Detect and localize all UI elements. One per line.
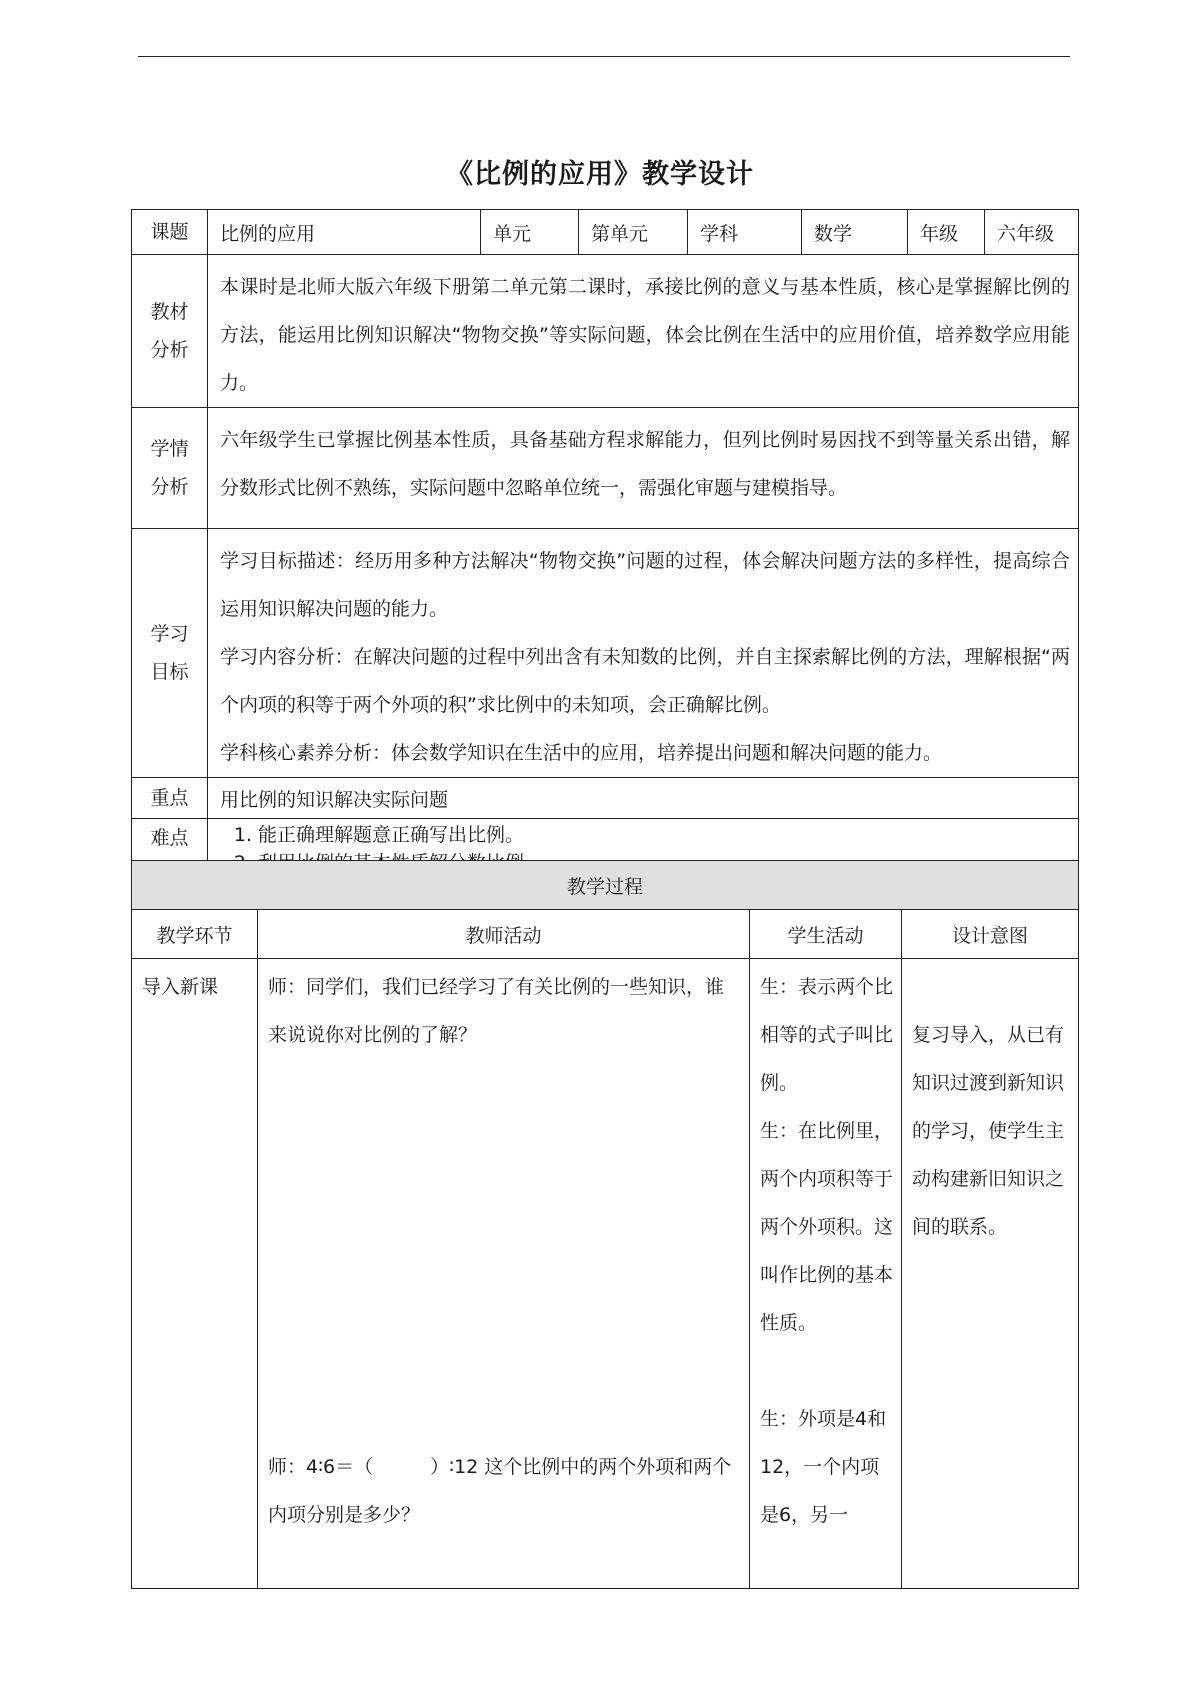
subject-value: 数学 (802, 210, 908, 255)
material-row (132, 255, 1079, 408)
column-intent: 设计意图 (902, 910, 1079, 959)
unit-value: 第单元 (579, 210, 688, 255)
student-label (132, 408, 208, 529)
material-paragraph: 本课时是北师大版六年级下册第二单元第二课时，承接比例的意义与基本性质，核心是掌握解比例的方法，能运用比例知识解决“物物交换”等实际问题，体会比例在生活中的应用价值，培养数学应用能力。 (220, 276, 1070, 394)
process-row (132, 959, 1079, 1589)
student-label-line1: 学情 (150, 438, 189, 460)
student-activity-3: 生：外项是4和12，一个内项是6，另一 (760, 1408, 887, 1526)
student-text (208, 408, 1079, 529)
subject-label: 学科 (688, 210, 802, 255)
student-paragraph: 六年级学生已掌握比例基本性质，具备基础方程求解能力，但列比例时易因找不到等量关系出错，解分数形式比例不熟练，实际问题中忽略单位统一，需强化审题与建模指导。 (220, 429, 1070, 499)
goals-label-line1: 学习 (150, 623, 189, 645)
info-row (132, 210, 1079, 255)
goals-text (208, 529, 1079, 778)
material-label-line1: 教材 (150, 301, 189, 323)
key-point-row (132, 778, 1079, 819)
goal-content-analysis: 学习内容分析：在解决问题的过程中列出含有未知数的比例，并自主探索解比例的方法，理解根据“两个内项的积等于两个外项的积”求比例中的未知项，会正确解比例。 (220, 646, 1070, 716)
column-student: 学生活动 (750, 910, 902, 959)
column-teacher: 教师活动 (258, 910, 750, 959)
teacher-activity-2: 师：4∶6＝（ ）∶12 这个比例中的两个外项和两个内项分别是多少？ (268, 1456, 732, 1526)
difficulty-item: 1. 能正确理解题意正确写出比例。 (258, 821, 1078, 849)
page-title: 《比例的应用》教学设计 (446, 159, 754, 190)
key-point-text: 用比例的知识解决实际问题 (208, 778, 1079, 819)
goal-core-literacy: 学科核心素养分析：体会数学知识在生活中的应用，培养提出问题和解决问题的能力。 (220, 742, 943, 764)
intent-text: 复习导入，从已有知识过渡到新知识的学习，使学生主动构建新旧知识之间的联系。 (912, 1024, 1065, 1238)
goals-row (132, 529, 1079, 778)
intent-gap (912, 963, 1068, 1011)
student-row (132, 408, 1079, 529)
grade-label: 年级 (908, 210, 985, 255)
student-cell (750, 959, 902, 1589)
stage-cell (132, 959, 258, 1589)
key-point-label: 重点 (132, 778, 208, 819)
process-header: 教学过程 (132, 861, 1079, 910)
material-label-line2: 分析 (150, 339, 189, 361)
topic-value: 比例的应用 (208, 210, 481, 255)
header-rule (138, 56, 1070, 57)
stage-text: 导入新课 (142, 976, 219, 998)
intent-cell (902, 959, 1079, 1589)
material-text (208, 255, 1079, 408)
unit-label: 单元 (481, 210, 579, 255)
goals-label-line2: 目标 (150, 661, 189, 683)
teacher-cell (258, 959, 750, 1589)
grade-value: 六年级 (985, 210, 1079, 255)
student-activity-1: 生：表示两个比相等的式子叫比例。 (760, 976, 894, 1094)
goal-description: 学习目标描述：经历用多种方法解决“物物交换”问题的过程，体会解决问题方法的多样性，提高综合运用知识解决问题的能力。 (220, 550, 1070, 620)
goals-label (132, 529, 208, 778)
student-activity-2: 生：在比例里，两个内项积等于两个外项积。这叫作比例的基本性质。 (760, 1120, 894, 1334)
material-label (132, 255, 208, 408)
column-stage: 教学环节 (132, 910, 258, 959)
student-gap (760, 1347, 893, 1395)
info-table (131, 209, 1079, 881)
topic-label: 课题 (132, 210, 208, 255)
teacher-activity-1: 师：同学们，我们已经学习了有关比例的一些知识，谁来说说你对比例的了解？ (268, 976, 725, 1046)
process-table (131, 860, 1079, 1589)
process-columns-row (132, 910, 1079, 959)
process-header-row (132, 861, 1079, 910)
teacher-gap (268, 1059, 739, 1443)
difficulty-label: 难点 (132, 819, 208, 881)
student-label-line2: 分析 (150, 476, 189, 498)
